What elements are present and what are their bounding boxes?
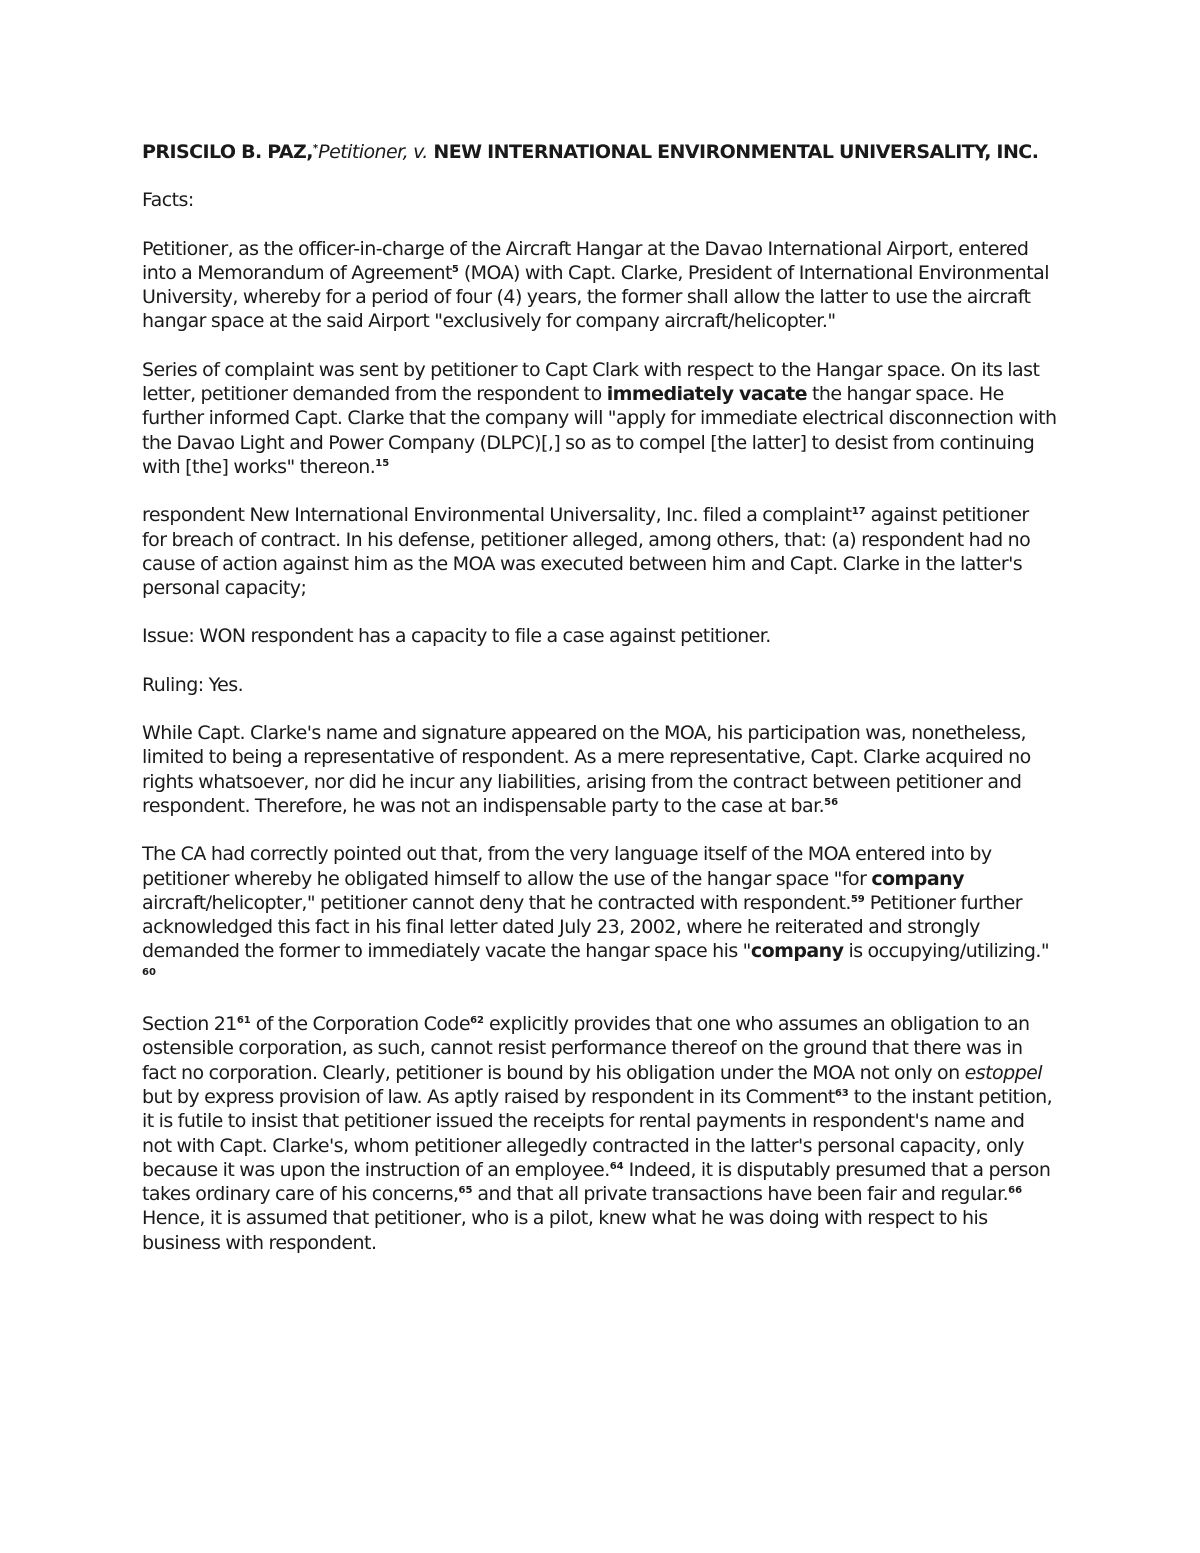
footnote-ref: 61 xyxy=(236,1015,251,1027)
text-run: Hence, it is assumed that petitioner, who is a pilot, knew what he was doing with respect to his business with respondent. xyxy=(142,1207,988,1254)
text-run: the hangar space. He further informed Capt. Clarke that the company will "apply for immediate electrical disconnection with the Davao Light and Power Company (DLPC)[,] so as to compel [the latter] to desist from continuing with [the] works" thereon. xyxy=(142,383,1057,478)
italic-text: estoppel xyxy=(964,1061,1042,1084)
text-run: (MOA) with Capt. Clarke, President of International Environmental University, whereby for a period of four (4) years, the former shall allow the latter to use the aircraft hangar space at the said Airport "exclusively for company aircraft/helicopter." xyxy=(142,261,1049,333)
text-run: Petitioner further acknowledged this fact in his final letter dated July 23, 2002, where he reiterated and strongly demanded the former to immediately vacate the hangar space his " xyxy=(142,891,1023,963)
text-run: to the instant petition, it is futile to insist that petitioner issued the receipts for rental payments in respondent's name and not with Capt. Clarke's, whom petitioner allegedly contracted in the latter's personal capacity, only because it was upon the instruction of an employee. xyxy=(142,1085,1053,1181)
case-title xyxy=(142,140,1057,164)
ruling-paragraph: Ruling: Yes. xyxy=(142,673,244,696)
text-run: The CA had correctly pointed out that, from the very language itself of the MOA entered into by petitioner whereby he obligated himself to allow the use of the hangar space "for xyxy=(142,843,992,890)
case-title-petitioner: Petitioner, v. xyxy=(318,141,428,163)
text-run: against petitioner for breach of contract. In his defense, petitioner alleged, among others, that: (a) respondent had no cause of action against him as the MOA was executed between him and Capt. Clarke in the latter's personal capacity; xyxy=(142,504,1031,600)
footnote-ref: 65 xyxy=(458,1185,473,1197)
text-run: Section 21 xyxy=(142,1013,237,1036)
footnote-ref: 60 xyxy=(142,966,156,978)
text-run: of the Corporation Code xyxy=(250,1013,471,1036)
ruling-paragraph-3 xyxy=(142,1012,1057,1255)
text-run: Indeed, it is disputably presumed that a person takes ordinary care of his concerns, xyxy=(142,1158,1051,1206)
footnote-ref: 66 xyxy=(1008,1185,1023,1197)
case-title-part1: PRISCILO B. PAZ, xyxy=(142,141,313,163)
facts-paragraph-1 xyxy=(142,237,1057,334)
footnote-ref: 64 xyxy=(609,1160,624,1172)
document-page xyxy=(142,140,1057,1279)
text-run: aircraft/helicopter," petitioner cannot deny that he contracted with respondent. xyxy=(142,891,851,914)
text-run: explicitly provides that one who assumes an obligation to an ostensible corporation, as such, cannot resist performance thereof on the ground that there was in fact no corporation. Clearly, petitioner is bound by his obligation under the MOA not only on xyxy=(142,1013,1030,1084)
footnote-ref: 59 xyxy=(850,893,865,905)
text-run: respondent New International Environmental Universality, Inc. filed a complaint xyxy=(142,504,852,527)
facts-heading: Facts: xyxy=(142,189,194,212)
case-title-part2: NEW INTERNATIONAL ENVIRONMENTAL UNIVERSALITY, INC. xyxy=(427,141,1039,163)
ruling-paragraph-1 xyxy=(142,721,1057,818)
footnote-ref: 17 xyxy=(851,506,866,518)
text-run: Petitioner, as the officer-in-charge of the Aircraft Hangar at the Davao International Airport, entered into a Memorandum of Agreement xyxy=(142,237,1029,284)
text-run: but by express provision of law. As aptly raised by respondent in its Comment xyxy=(142,1085,835,1108)
issue-paragraph: Issue: WON respondent has a capacity to file a case against petitioner. xyxy=(142,625,771,648)
text-run: and that all private transactions have been fair and regular. xyxy=(472,1183,1009,1206)
footnote-star: * xyxy=(312,143,319,154)
footnote-ref: 15 xyxy=(375,457,390,469)
facts-paragraph-3 xyxy=(142,503,1057,600)
emphasis-text: company xyxy=(871,867,964,890)
footnote-ref: 56 xyxy=(824,796,839,808)
footnote-ref: 63 xyxy=(834,1087,849,1099)
footnote-ref: 5 xyxy=(451,263,459,275)
text-run: While Capt. Clarke's name and signature appeared on the MOA, his participation was, nonetheless, limited to being a representative of respondent. As a mere representative, Capt. Clarke acquired no rights whatsoever, nor did he incur any liabilities, arising from the contract between petitioner and respondent. Therefore, he was not an indispensable party to the case at bar. xyxy=(142,722,1031,817)
facts-paragraph-2 xyxy=(142,358,1057,479)
ruling-paragraph-2 xyxy=(142,842,1057,988)
emphasis-text: immediately vacate xyxy=(606,383,807,406)
text-run: Series of complaint was sent by petitioner to Capt Clark with respect to the Hangar space. On its last letter, petitioner demanded from the respondent to xyxy=(142,358,1040,406)
text-run: is occupying/utilizing." xyxy=(843,940,1050,963)
emphasis-text: company xyxy=(750,940,844,963)
footnote-ref: 62 xyxy=(470,1015,484,1027)
